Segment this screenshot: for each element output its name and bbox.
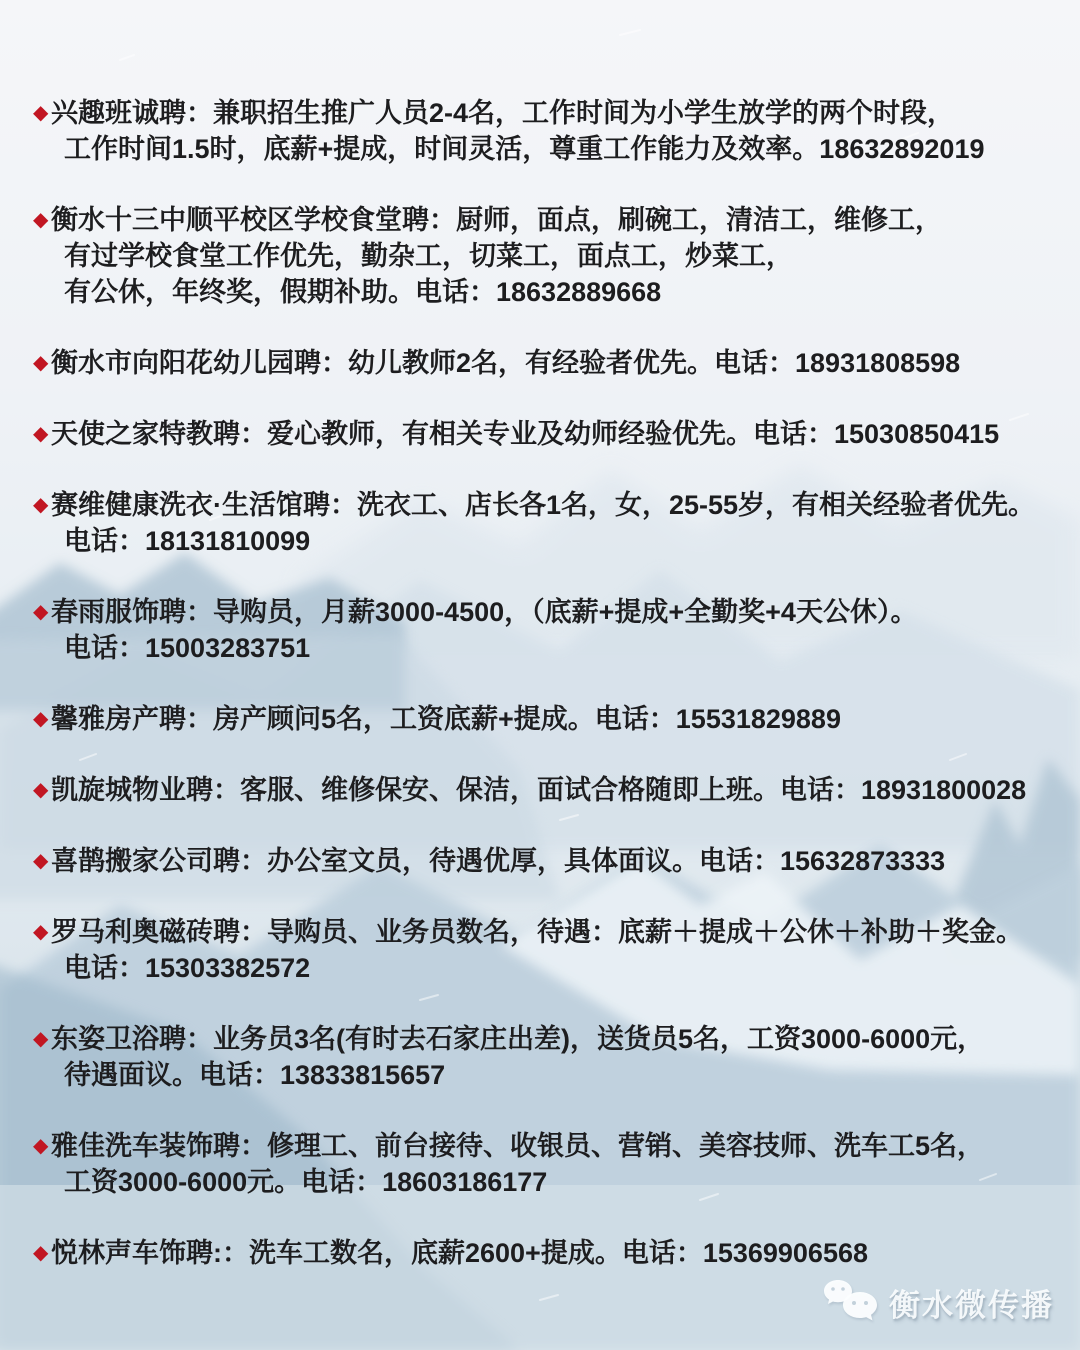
listing-line — [33, 487, 1072, 523]
listing-line — [33, 843, 1072, 879]
listing-text: 兴趣班诚聘：兼职招生推广人员2-4名，工作时间为小学生放学的两个时段， — [51, 98, 955, 128]
listing-line: 工资3000-6000元。电话：18603186177 — [64, 1167, 548, 1197]
job-listing — [33, 345, 1072, 381]
listing-text: 赛维健康洗衣·生活馆聘：洗衣工、店长各1名，女，25-55岁，有相关经验者优先。 — [51, 490, 1036, 520]
listing-line: 有公休，年终奖，假期补助。电话：18632889668 — [64, 277, 662, 307]
listing-text: 悦林声车饰聘:：洗车工数名，底薪2600+提成。电话：15369906568 — [51, 1238, 868, 1268]
listing-text: 衡水十三中顺平校区学校食堂聘：厨师，面点，刷碗工，清洁工，维修工， — [51, 205, 942, 235]
diamond-bullet-icon: ◆ — [33, 352, 49, 374]
listing-line — [33, 202, 1072, 238]
listing-text: 衡水市向阳花幼儿园聘：幼儿教师2名，有经验者优先。电话：18931808598 — [51, 348, 961, 378]
diamond-bullet-icon: ◆ — [33, 494, 49, 516]
diamond-bullet-icon: ◆ — [33, 1028, 49, 1050]
job-listing — [33, 594, 1072, 666]
job-listings — [33, 95, 1072, 1306]
diamond-bullet-icon: ◆ — [33, 423, 49, 445]
diamond-bullet-icon: ◆ — [33, 1135, 49, 1157]
watermark — [822, 1278, 1054, 1326]
listing-text: 天使之家特教聘：爱心教师，有相关专业及幼师经验优先。电话：15030850415 — [51, 419, 1000, 449]
job-listing — [33, 95, 1072, 167]
listing-text: 馨雅房产聘：房产顾问5名，工资底薪+提成。电话：15531829889 — [51, 704, 841, 734]
listing-text: 罗马利奥磁砖聘：导购员、业务员数名，待遇：底薪＋提成＋公休＋补助＋奖金。 — [51, 917, 1023, 947]
diamond-bullet-icon: ◆ — [33, 102, 49, 124]
listing-line: 待遇面议。电话：13833815657 — [64, 1060, 446, 1090]
job-listing — [33, 701, 1072, 737]
listing-line — [33, 914, 1072, 950]
listing-line — [33, 594, 1072, 630]
listing-line: 工作时间1.5时，底薪+提成，时间灵活，尊重工作能力及效率。18632892019 — [64, 134, 985, 164]
listing-line — [33, 416, 1072, 452]
job-listing — [33, 1235, 1072, 1271]
job-listing — [33, 1021, 1072, 1093]
diamond-bullet-icon: ◆ — [33, 601, 49, 623]
diamond-bullet-icon: ◆ — [33, 209, 49, 231]
job-listing — [33, 914, 1072, 986]
diamond-bullet-icon: ◆ — [33, 1242, 49, 1264]
diamond-bullet-icon: ◆ — [33, 850, 49, 872]
listing-text: 春雨服饰聘：导购员，月薪3000-4500，（底薪+提成+全勤奖+4天公休）。 — [51, 597, 918, 627]
listing-text: 东姿卫浴聘：业务员3名(有时去石家庄出差)，送货员5名，工资3000-6000元， — [51, 1024, 985, 1054]
job-listing — [33, 843, 1072, 879]
listing-line: 电话：15303382572 — [64, 953, 311, 983]
listing-text: 雅佳洗车装饰聘：修理工、前台接待、收银员、营销、美容技师、洗车工5名， — [51, 1131, 985, 1161]
job-listing — [33, 772, 1072, 808]
diamond-bullet-icon: ◆ — [33, 779, 49, 801]
job-listing — [33, 202, 1072, 310]
listing-text: 凯旋城物业聘：客服、维修保安、保洁，面试合格随即上班。电话：18931800028 — [51, 775, 1027, 805]
diamond-bullet-icon: ◆ — [33, 708, 49, 730]
listing-line — [33, 1021, 1072, 1057]
diamond-bullet-icon: ◆ — [33, 921, 49, 943]
listing-line — [33, 1235, 1072, 1271]
listing-line — [33, 345, 1072, 381]
listing-line: 电话：18131810099 — [64, 526, 311, 556]
listing-line — [33, 772, 1072, 808]
wechat-icon — [822, 1278, 880, 1326]
job-listing — [33, 487, 1072, 559]
listing-line: 有过学校食堂工作优先，勤杂工，切菜工，面点工，炒菜工， — [64, 241, 793, 271]
listing-line: 电话：15003283751 — [64, 633, 311, 663]
listing-text: 喜鹊搬家公司聘：办公室文员，待遇优厚，具体面议。电话：15632873333 — [51, 846, 946, 876]
job-listing — [33, 1128, 1072, 1200]
listing-line — [33, 95, 1072, 131]
watermark-label: 衡水微传播 — [889, 1287, 1054, 1323]
listing-line — [33, 1128, 1072, 1164]
job-listing — [33, 416, 1072, 452]
listing-line — [33, 701, 1072, 737]
